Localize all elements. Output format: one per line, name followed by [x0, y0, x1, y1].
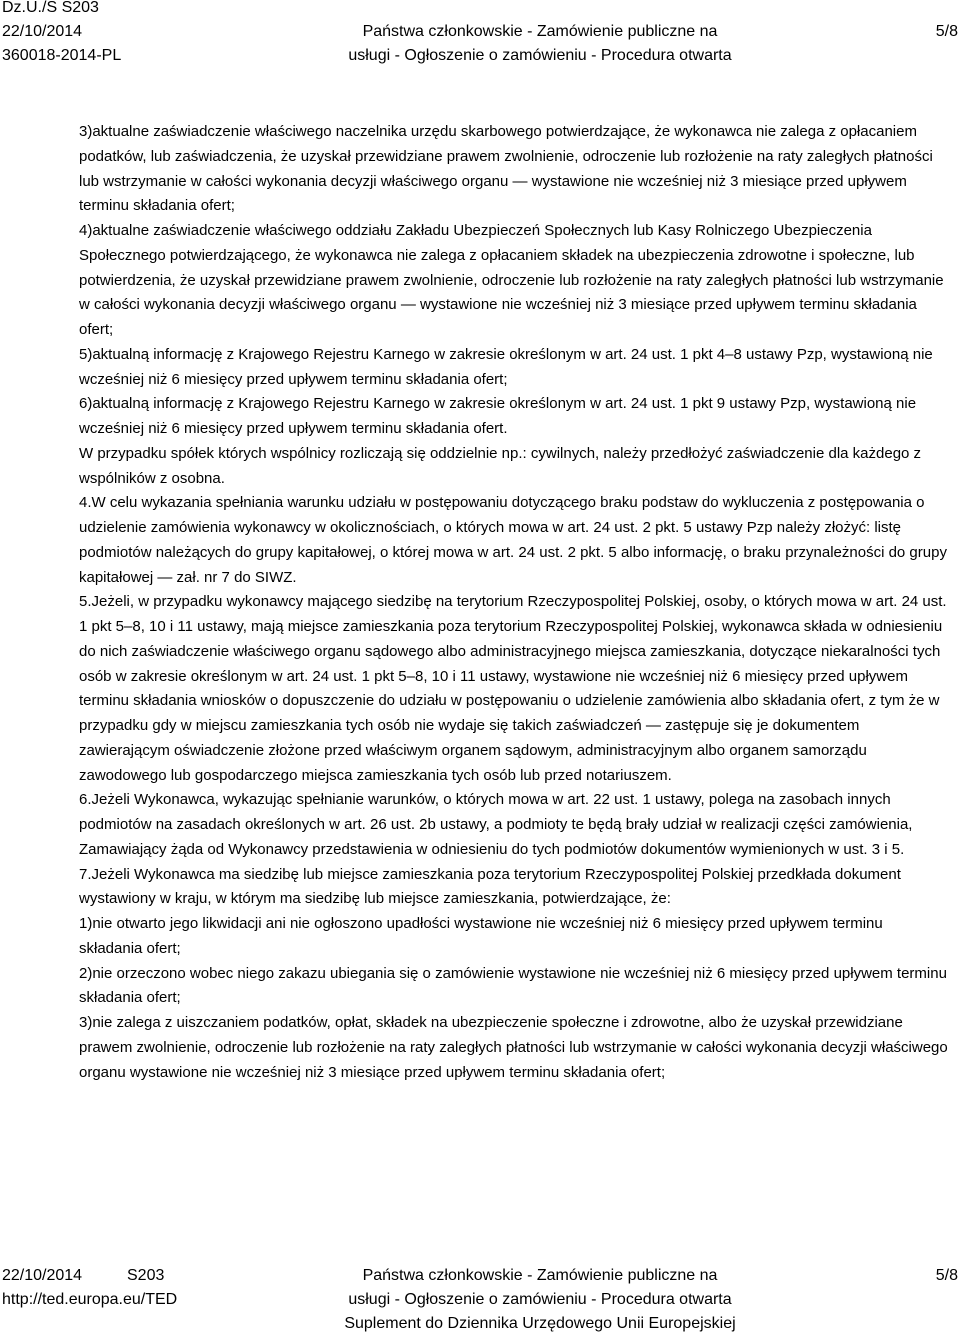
paragraph: 6)aktualną informację z Krajowego Rejestru Karnego w zakresie określonym w art. 24 ust. 1 pkt 9 ustawy Pzp, wystawioną nie wcześniej niż 6 miesięcy przed upływem terminu składania ofert.	[79, 395, 917, 437]
header-title-line2: usługi - Ogłoszenie o zamówieniu - Procedura otwarta	[348, 47, 732, 64]
header-page-number: 5/8	[935, 23, 958, 40]
paragraph: 7.Jeżeli Wykonawca ma siedzibę lub miejsce zamieszkania poza terytorium Rzeczypospolitej Polskiej przedkłada dokument wystawiony w kraju, w którym ma siedzibę lub miejsce zamieszkania, potwierdzające, że:	[79, 865, 901, 908]
footer-series: S203	[127, 1267, 165, 1284]
footer-title-line1: Państwa członkowskie - Zamówienie publiczne na	[362, 1267, 718, 1284]
paragraph: 3)aktualne zaświadczenie właściwego naczelnika urzędu skarbowego potwierdzające, że wykonawca nie zalega z opłacaniem podatków, lub zaświadczenia, że uzyskał przewidziane prawem zwolnienie, odroczenie lub rozłożenie na raty zaległych płatności lub wstrzymanie w całości wykonania decyzji właściwego organu — wystawione nie wcześniej niż 3 miesiące przed upływem terminu składania ofert;	[79, 123, 933, 215]
footer-date: 22/10/2014	[2, 1267, 83, 1284]
footer-url: http://ted.europa.eu/TED	[2, 1291, 178, 1308]
paragraph: W przypadku spółek których wspólnicy rozliczają się oddzielnie np.: cywilnych, należy przedłożyć zaświadczenie dla każdego z wspólników z osobna.	[79, 444, 922, 487]
paragraph: 5.Jeżeli, w przypadku wykonawcy mającego siedzibę na terytorium Rzeczypospolitej Polskiej, osoby, o których mowa w art. 24 ust. 1 pkt 5–8, 10 i 11 ustawy, mają miejsce zamieszkania poza terytorium Rzeczypospolitej Polskiej, wykonawca składa w odniesieniu do nich zaświadczenie właściwego organu sądowego albo administracyjnego miejsca zamieszkania, dotyczące niekaralności tych osób w zakresie określonym w art. 24 ust. 1 pkt 5–8, 10 i 11 ustawy, wystawione nie wcześniej niż 6 miesięcy przed upływem terminu składania wniosków o dopuszczenie do udziału w postępowaniu o udzielenie zamówienia albo składania ofert, z tym że w przypadku gdy w miejscu zamieszkania tych osób nie wydaje się takich zaświadczeń — zastępuje się je dokumentem zawierającym oświadczenie złożone przed właściwym organem sądowym, administracyjnym albo organem samorządu zawodowego lub gospodarczego miejsca zamieszkania tych osób lub przed notariuszem.	[79, 593, 947, 784]
paragraph: 5)aktualną informację z Krajowego Rejestru Karnego w zakresie określonym w art. 24 ust. 1 pkt 4–8 ustawy Pzp, wystawioną nie wcześniej niż 6 miesięcy przed upływem terminu składania ofert;	[79, 345, 933, 388]
header-journal-ref: Dz.U./S S203	[2, 0, 99, 16]
paragraph: 6.Jeżeli Wykonawca, wykazując spełnianie warunków, o których mowa w art. 22 ust. 1 ustawy, polega na zasobach innych podmiotów na zasadach określonych w art. 26 ust. 2b ustawy, a podmioty te będą brały udział w realizacji części zamówienia, Zamawiający żąda od Wykonawcy przedstawienia w odniesieniu do tych podmiotów dokumentów wymienionych w ust. 3 i 5.	[79, 791, 913, 858]
paragraph: 1)nie otwarto jego likwidacji ani nie ogłoszono upadłości wystawione nie wcześniej niż 6 miesięcy przed upływem terminu składania ofert;	[79, 915, 883, 957]
paragraph: 3)nie zalega z uiszczaniem podatków, opłat, składek na ubezpieczenie społeczne i zdrowotne, albo że uzyskał przewidziane prawem zwolnienie, odroczenie lub rozłożenie na raty zaległych płatności lub wstrzymanie w całości wykonania decyzji właściwego organu wystawione nie wcześniej niż 3 miesiące przed upływem terminu składania ofert;	[79, 1014, 948, 1081]
footer-title-line3: Suplement do Dziennika Urzędowego Unii Europejskiej	[344, 1315, 736, 1332]
paragraph: 4)aktualne zaświadczenie właściwego oddziału Zakładu Ubezpieczeń Społecznych lub Kasy Rolniczego Ubezpieczenia Społecznego potwierdzającego, że wykonawca nie zalega z opłacaniem składek na ubezpieczenia zdrowotne i społeczne, lub potwierdzenia, że uzyskał przewidziane prawem zwolnienie, odroczenie lub rozłożenie na raty zaległych płatności lub wstrzymanie w całości wykonania decyzji właściwego organu — wystawione nie wcześniej niż 3 miesiące przed upływem terminu składania ofert;	[79, 222, 944, 338]
header-date: 22/10/2014	[2, 23, 83, 40]
paragraph: 2)nie orzeczono wobec niego zakazu ubiegania się o zamówienie wystawione nie wcześniej niż 6 miesięcy przed upływem terminu składania ofert;	[79, 964, 947, 1007]
paragraph: 4.W celu wykazania spełniania warunku udziału w postępowaniu dotyczącego braku podstaw do wykluczenia z postępowania o udzielenie zamówienia wykonawcy w okolicznościach, o których mowa w art. 24 ust. 2 pkt. 5 ustawy Pzp należy złożyć: listę podmiotów należących do grupy kapitałowej, o której mowa w art. 24 ust. 2 pkt. 5 albo informację, o braku przynależności do grupy kapitałowej — zał. nr 7 do SIWZ.	[79, 494, 947, 586]
document-body	[79, 120, 949, 1085]
footer-title-line2: usługi - Ogłoszenie o zamówieniu - Procedura otwarta	[348, 1291, 732, 1308]
footer-page-number: 5/8	[935, 1267, 958, 1284]
header-title-line1: Państwa członkowskie - Zamówienie publiczne na	[362, 23, 718, 40]
header-doc-id: 360018-2014-PL	[2, 47, 122, 64]
